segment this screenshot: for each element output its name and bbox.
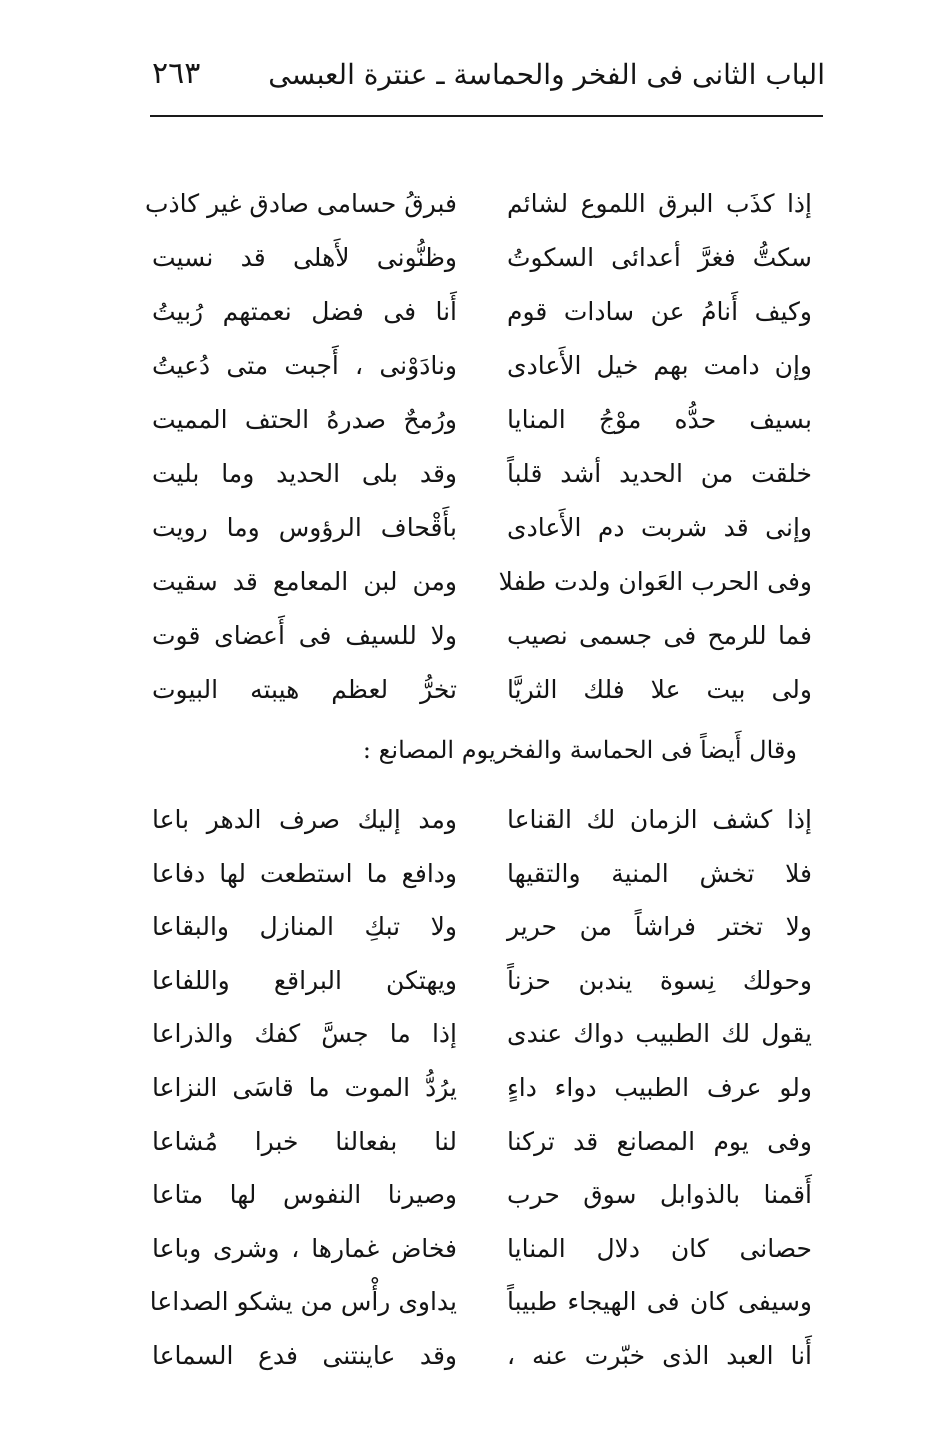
hemistich-second: فخاض غمارها ، وشرى وباعا [152,1233,457,1263]
hemistich-first: وفى يوم المصانع قد تركنا [507,1126,812,1156]
verse [152,288,812,342]
running-title: الباب الثانى فى الفخر والحماسة ـ عنترة العبسى [268,58,825,91]
hemistich-first: وفى الحرب العَوان ولدت طفلا [498,567,812,596]
hemistich-second: وصيرنا النفوس لها متاعا [152,1180,457,1210]
hemistich-first: ولا تختر فراشاً من حرير [507,912,812,942]
hemistich-second: تخرُّ لعظم هيبته البيوت [152,675,457,704]
hemistich-first: وحولك نِسوة يندبن حزناً [507,965,812,995]
hemistich-first: سكتُّ فغرَّ أعدائى السكوتُ [507,243,812,272]
header-rule [150,115,823,117]
verse [152,666,812,720]
hemistich-second: ولا للسيف فى أَعضاى قوت [152,621,457,650]
hemistich-second: ومد إليك صرف الدهر باعا [152,805,457,834]
poem-second [149,796,812,1386]
hemistich-second: ونادَوْنى ، أَجبت متى دُعيتُ [152,351,457,380]
hemistich-second: ورُمحٌ صدرهُ الحتف المميت [152,405,457,434]
hemistich-first: خلقت من الحديد أشد قلباً [507,459,812,488]
hemistich-second: إذا ما جسَّ كفك والذراعا [152,1019,457,1049]
verse [152,796,812,850]
verse [152,558,812,612]
verse [152,1225,812,1279]
verse [152,234,812,288]
verse [152,504,812,558]
hemistich-first: فلا تخش المنية والتقيها [507,858,812,888]
hemistich-second: يداوى رأْس من يشكو الصداعا [149,1287,457,1317]
hemistich-second: وظنُّونى لأَهلى قد نسيت [152,243,457,272]
verse [149,1278,812,1332]
hemistich-first: إذا كشف الزمان لك القناعا [507,805,812,834]
hemistich-first: حصانى كان دلال المنايا [507,1233,812,1263]
verse [152,1171,812,1225]
verse [152,1332,812,1386]
verse [152,396,812,450]
hemistich-first: وسيفى كان فى الهيجاء طبيباً [507,1287,812,1317]
verse [152,450,812,504]
page-header [150,52,825,112]
verse [152,850,812,904]
hemistich-second: لنا بفعالنا خبرا مُشاعا [152,1126,457,1156]
hemistich-first: وإنى قد شربت دم الأَعادى [507,513,812,542]
hemistich-second: يرُدُّ الموت ما قاسَى النزاعا [152,1072,457,1102]
hemistich-second: وقد بلى الحديد وما بليت [152,459,457,488]
hemistich-second: بأَقْحاف الرؤوس وما رويت [152,513,457,542]
page-number: ٢٦٣ [152,56,201,91]
hemistich-second: ويهتكن البراقع واللفاعا [152,965,457,995]
hemistich-first: أَقمنا بالذوابل سوق حرب [507,1180,812,1210]
verse [144,180,812,234]
hemistich-second: أَنا فى فضل نعمتهم رُبيتُ [152,297,457,326]
verse [152,612,812,666]
hemistich-first: وإن دامت بهم خيل الأَعادى [507,351,812,380]
hemistich-first: ولو عرف الطبيب دواء داءٍ [507,1072,812,1102]
hemistich-first: وكيف أَنامُ عن سادات قوم [507,297,812,326]
verse [152,342,812,396]
hemistich-first: بسيف حدُّه موْجُ المنايا [507,405,812,434]
hemistich-second: فبرقُ حسامى صادق غير كاذب [144,189,457,218]
verse [152,1064,812,1118]
hemistich-second: ومن لبن المعامع قد سقيت [152,567,457,596]
hemistich-first: أَنا العبد الذى خبّرت عنه ، [507,1340,812,1370]
hemistich-second: وقد عاينتنى فدع السماعا [152,1340,457,1370]
hemistich-first: ولى بيت علا فلك الثريَّا [507,675,812,704]
verse [152,957,812,1011]
hemistich-first: فما للرمح فى جسمى نصيب [507,621,812,650]
hemistich-second: ودافع ما استطعت لها دفاعا [152,858,457,888]
verse [152,903,812,957]
hemistich-first: إذا كذَب البرق اللموع لشائم [507,189,812,218]
hemistich-second: ولا تبكِ المنازل والبقاعا [152,912,457,942]
hemistich-first: يقول لك الطبيب دواك عندى [507,1019,812,1049]
poem-first [144,180,812,720]
verse [152,1010,812,1064]
verse [152,1118,812,1172]
intro-line: وقال أَيضاً فى الحماسة والفخريوم المصانع : [362,736,797,764]
